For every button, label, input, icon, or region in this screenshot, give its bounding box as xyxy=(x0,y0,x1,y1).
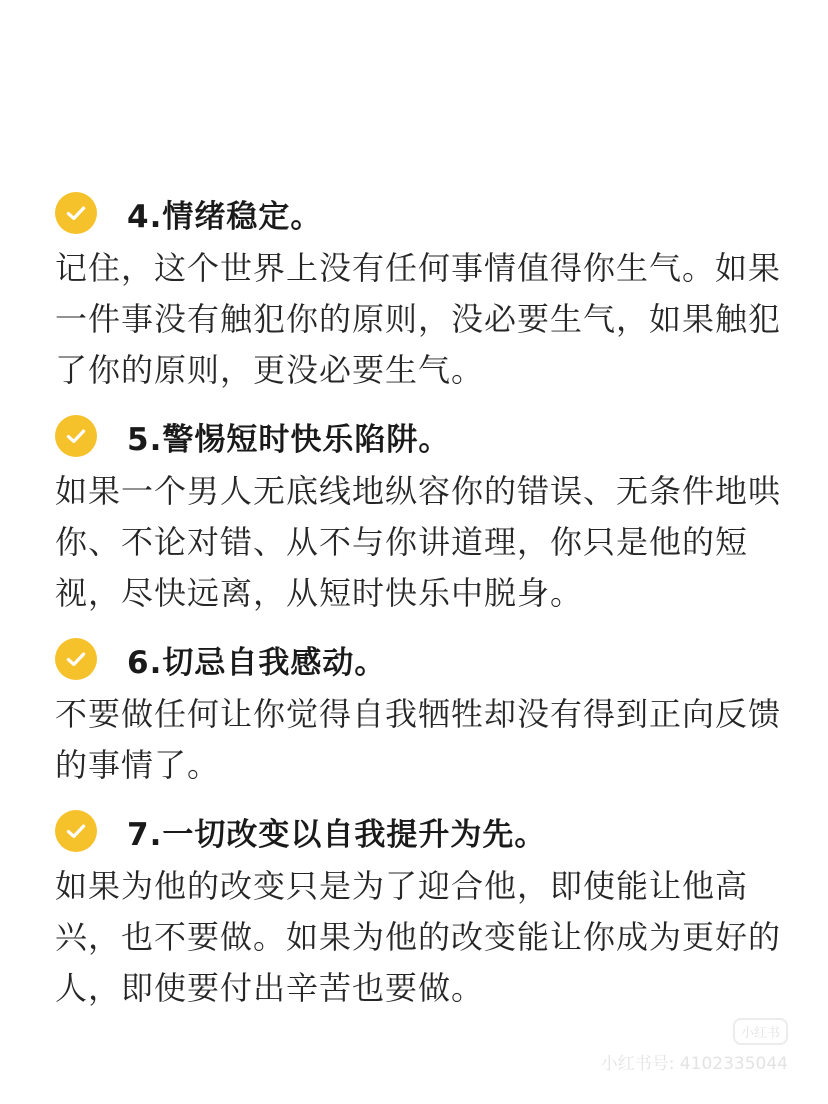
section-heading-row xyxy=(55,803,795,859)
check-circle-icon xyxy=(55,415,97,457)
section-heading: 7.一切改变以自我提升为先。 xyxy=(127,816,547,853)
section-heading: 5.警惕短时快乐陷阱。 xyxy=(127,421,451,458)
section-item xyxy=(55,631,795,791)
section-item xyxy=(55,185,795,396)
section-body: 记住，这个世界上没有任何事情值得你生气。如果一件事没有触犯你的原则，没必要生气，如果触犯了你的原则，更没必要生气。 xyxy=(55,249,782,389)
check-circle-icon xyxy=(55,638,97,680)
section-body: 不要做任何让你觉得自我牺牲却没有得到正向反馈的事情了。 xyxy=(55,695,782,784)
section-item xyxy=(55,408,795,619)
section-heading-row xyxy=(55,408,795,464)
watermark-id: 小红书号: 4102335044 xyxy=(600,1054,788,1074)
section-heading-row xyxy=(55,185,795,241)
section-body: 如果为他的改变只是为了迎合他，即使能让他高兴，也不要做。如果为他的改变能让你成为更好的人，即使要付出辛苦也要做。 xyxy=(55,867,782,1007)
section-heading: 6.切忌自我感动。 xyxy=(127,644,387,681)
section-heading: 4.情绪稳定。 xyxy=(127,198,323,235)
check-circle-icon xyxy=(55,810,97,852)
watermark-logo: 小红书 xyxy=(733,1018,788,1045)
section-body: 如果一个男人无底线地纵容你的错误、无条件地哄你、不论对错、从不与你讲道理，你只是他的短视，尽快远离，从短时快乐中脱身。 xyxy=(55,472,782,612)
section-heading-row xyxy=(55,631,795,687)
section-item xyxy=(55,803,795,1014)
watermark xyxy=(601,1018,788,1074)
content-list xyxy=(55,185,795,1026)
check-circle-icon xyxy=(55,192,97,234)
